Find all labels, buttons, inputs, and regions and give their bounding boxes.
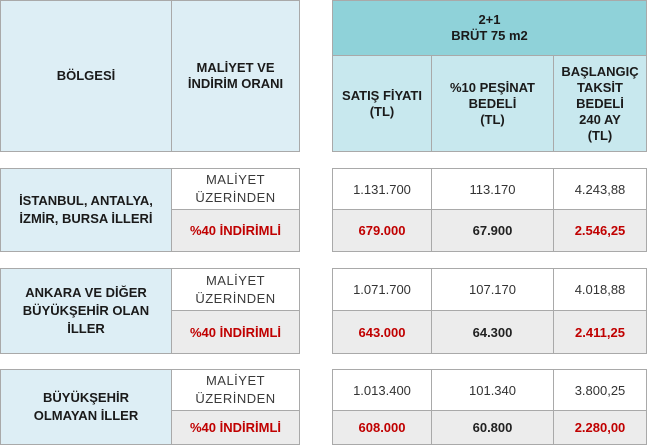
installment: 4.243,88 [574,181,626,197]
header-sale-line: SATIŞ FİYATI [342,87,422,103]
discount-down-payment: 60.800 [472,420,513,435]
down-payment: 113.170 [469,181,516,197]
region-line: BÜYÜKŞEHİR [43,390,129,405]
discount-label-cell [171,209,300,252]
discount-down-payment-cell [431,410,554,445]
discount-installment-cell [553,410,647,445]
sale-price: 1.131.700 [353,181,411,197]
discount-down-payment-cell [431,209,554,252]
installment: 4.018,88 [574,282,626,297]
down-payment: 101.340 [469,382,516,398]
discount-installment: 2.411,25 [575,324,625,340]
sale-price-cell [332,168,432,210]
header-install-line: (TL) [587,127,613,143]
discount-sale-price: 679.000 [358,223,406,238]
cost-basis-line: ÜZERİNDEN [195,391,276,406]
sale-price: 1.013.400 [353,382,411,398]
header-install-line: TAKSİT BEDELİ [576,79,624,111]
region-line: OLMAYAN İLLER [33,408,139,423]
discount-sale-price-cell [332,410,432,445]
sale-price: 1.071.700 [353,282,411,297]
down-payment-cell [431,168,554,210]
header-cost-line: MALİYET VE [196,60,275,75]
header-apartment [332,0,647,56]
cost-basis-line: MALİYET [205,373,266,388]
down-payment-cell [431,268,554,311]
cost-basis-line: MALİYET [205,272,266,288]
region-line: İLLER [67,321,105,336]
header-col-down [431,55,554,152]
discount-installment: 2.546,25 [574,223,626,238]
discount-label: %40 İNDİRİMLİ [189,223,281,238]
region-cell [0,168,172,252]
discount-installment-cell [553,209,647,252]
discount-down-payment: 67.900 [472,223,513,238]
header-col-install [553,55,647,152]
cost-basis-cell [171,369,300,411]
region-cell [0,369,172,445]
header-install-line: BAŞLANGIÇ [561,63,639,79]
apartment-area: BRÜT 75 m2 [451,28,528,43]
discount-sale-price-cell [332,310,432,354]
discount-label: %40 İNDİRİMLİ [189,420,281,435]
discount-sale-price: 608.000 [358,420,406,435]
sale-price-cell [332,369,432,411]
cost-basis-line: ÜZERİNDEN [195,190,276,205]
header-region-label: BÖLGESİ [56,68,116,83]
cost-basis-line: ÜZERİNDEN [195,290,276,306]
header-col-sale [332,55,432,152]
installment-cell [553,268,647,311]
header-down-line: %10 PEŞİNAT [449,79,535,95]
header-cost [171,0,300,152]
discount-sale-price-cell [332,209,432,252]
discount-label-cell [171,310,300,354]
down-payment: 107.170 [469,282,516,297]
region-line: İZMİR, BURSA İLLERİ [19,211,153,226]
cost-basis-cell [171,168,300,210]
region-cell [0,268,172,354]
discount-label-cell [171,410,300,445]
discount-installment: 2.280,00 [574,420,626,435]
discount-label: %40 İNDİRİMLİ [189,324,281,340]
sale-price-cell [332,268,432,311]
installment-cell [553,369,647,411]
installment: 3.800,25 [574,382,626,398]
header-down-line: (TL) [480,111,505,127]
header-install-line: 240 AY [579,111,621,127]
discount-down-payment: 64.300 [472,324,513,340]
discount-installment-cell [553,310,647,354]
cost-basis-cell [171,268,300,311]
apartment-type: 2+1 [478,12,501,27]
header-cost-line: İNDİRİM ORANI [187,76,284,91]
installment-cell [553,168,647,210]
region-line: BÜYÜKŞEHİR OLAN [22,303,150,318]
cost-basis-line: MALİYET [205,172,266,187]
header-region [0,0,172,152]
discount-down-payment-cell [431,310,554,354]
region-line: ANKARA VE DİĞER [25,285,147,300]
header-sale-line: (TL) [369,103,395,119]
region-line: İSTANBUL, ANTALYA, [19,193,153,208]
header-down-line: BEDELİ [468,95,517,111]
down-payment-cell [431,369,554,411]
discount-sale-price: 643.000 [358,324,406,340]
